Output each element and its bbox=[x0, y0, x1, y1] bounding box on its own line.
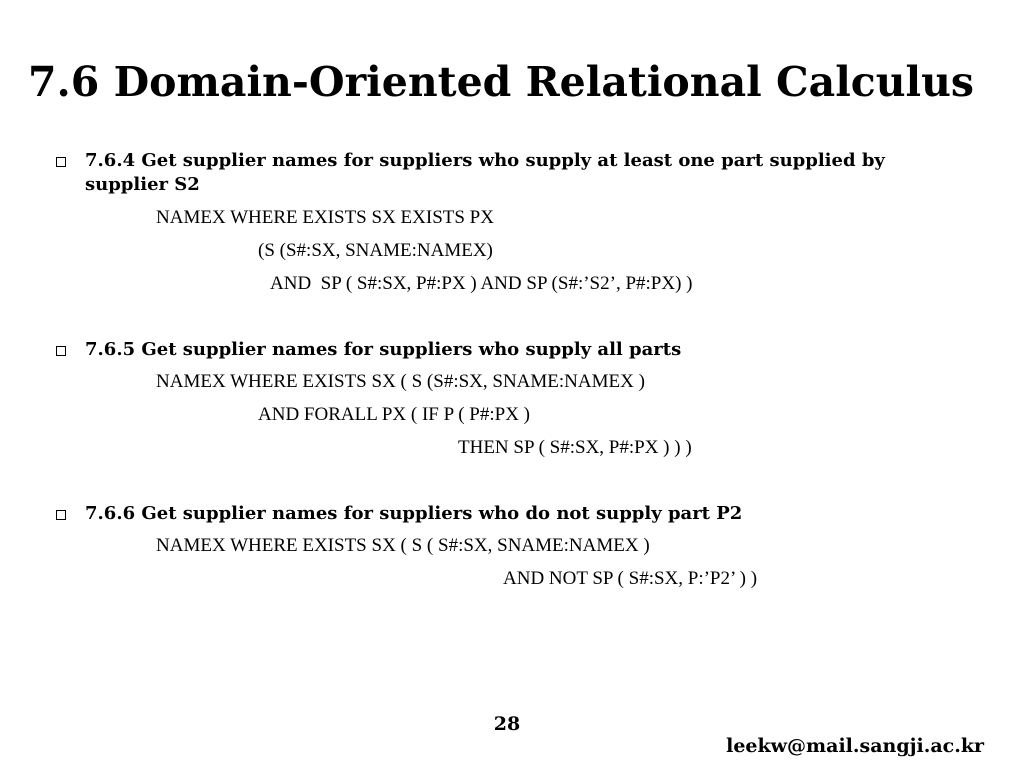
bullet-heading: 7.6.6 Get supplier names for suppliers who do not supply part P2 bbox=[85, 503, 743, 524]
footer-email: leekw@mail.sangji.ac.kr bbox=[726, 735, 984, 757]
slide-title: 7.6 Domain-Oriented Relational Calculus bbox=[28, 58, 975, 106]
query-line: AND NOT SP ( S#:SX, P:’P2’ ) ) bbox=[503, 568, 758, 589]
bullet-heading: 7.6.5 Get supplier names for suppliers who supply all parts bbox=[85, 339, 682, 360]
query-line: NAMEX WHERE EXISTS SX ( S (S#:SX, SNAME:NAMEX ) bbox=[156, 371, 645, 392]
square-bullet-icon bbox=[56, 510, 66, 520]
query-line: AND FORALL PX ( IF P ( P#:PX ) bbox=[258, 404, 531, 425]
query-line: AND SP ( S#:SX, P#:PX ) AND SP (S#:’S2’, P#:PX) ) bbox=[270, 273, 693, 294]
query-line: NAMEX WHERE EXISTS SX EXISTS PX bbox=[156, 207, 494, 228]
query-line: THEN SP ( S#:SX, P#:PX ) ) ) bbox=[458, 437, 692, 458]
bullet-heading: 7.6.4 Get supplier names for suppliers who supply at least one part supplied by supplier S2 bbox=[85, 150, 885, 195]
query-line: NAMEX WHERE EXISTS SX ( S ( S#:SX, SNAME:NAMEX ) bbox=[156, 535, 650, 556]
square-bullet-icon bbox=[56, 346, 66, 356]
query-line: (S (S#:SX, SNAME:NAMEX) bbox=[258, 240, 493, 261]
page-number: 28 bbox=[493, 713, 521, 735]
square-bullet-icon bbox=[56, 157, 66, 167]
